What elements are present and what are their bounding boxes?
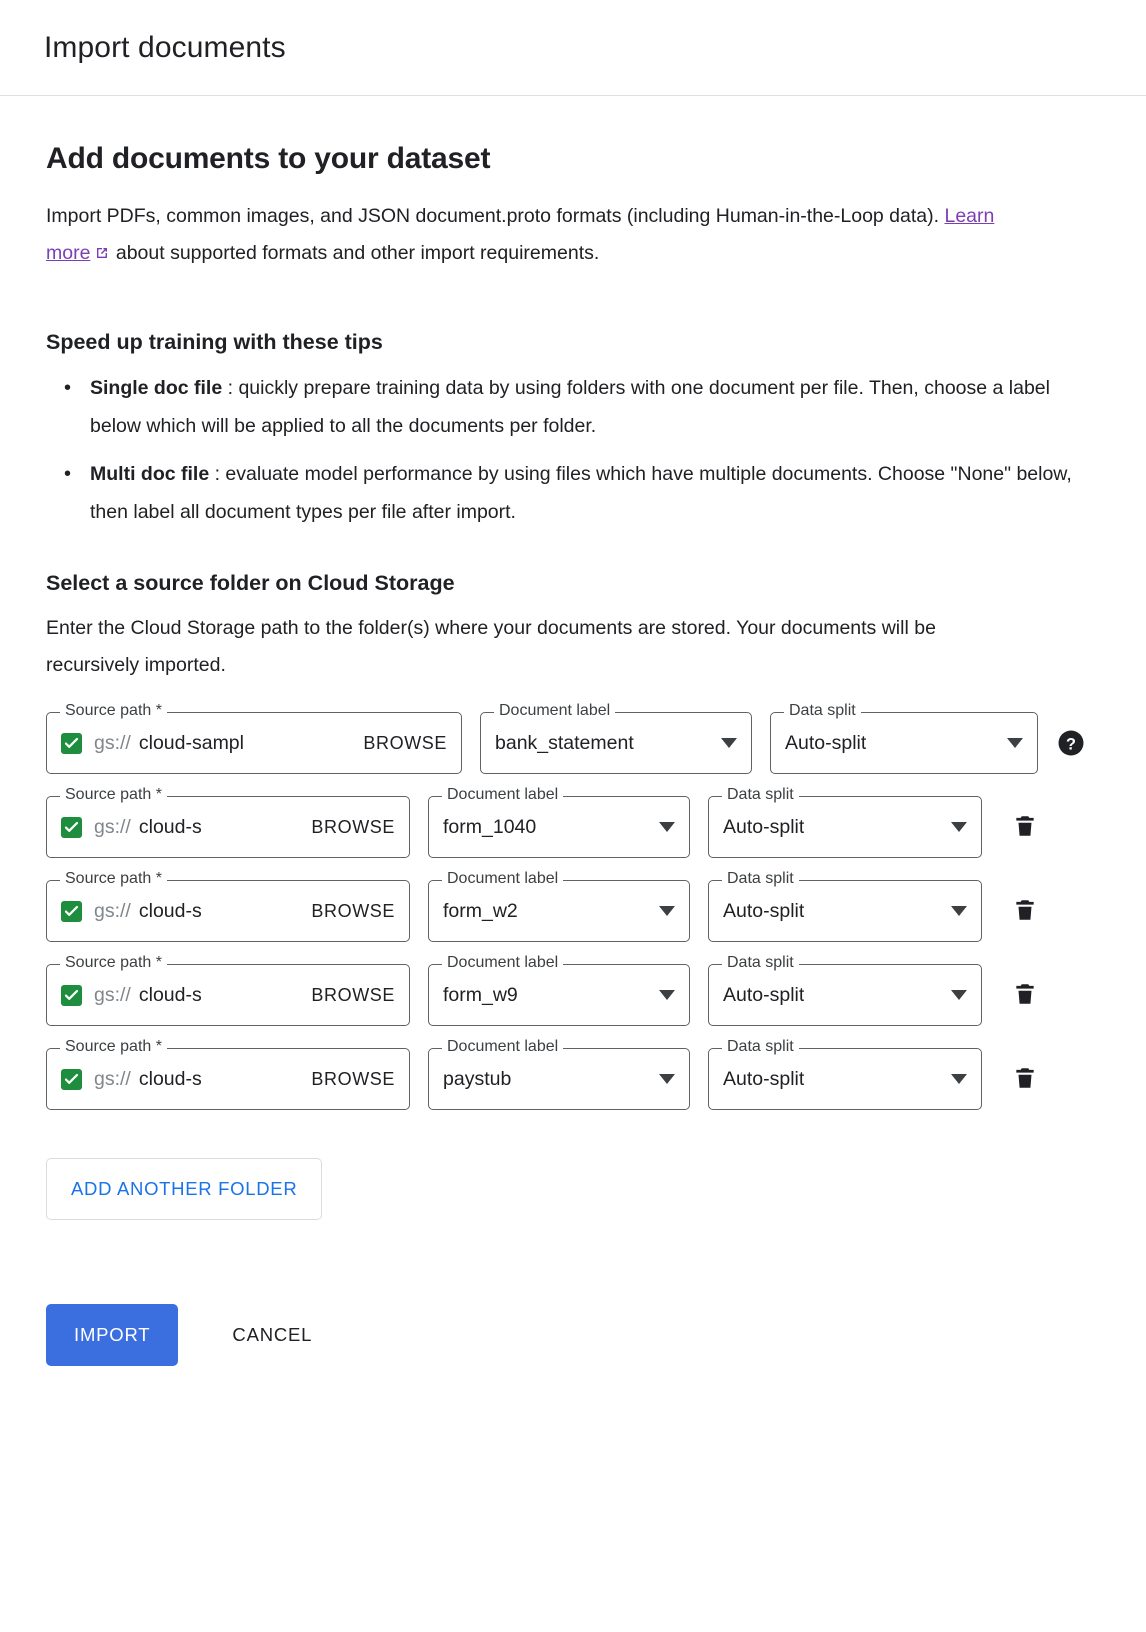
document-label-legend: Document label (494, 702, 615, 720)
data-split-value: Auto-split (723, 1067, 805, 1090)
tip-text: : evaluate model performance by using files which have multiple documents. Choose "None" below, then label all document types per file after import. (90, 463, 1072, 523)
data-split-select[interactable] (708, 870, 982, 942)
cancel-button[interactable]: CANCEL (226, 1323, 318, 1347)
trash-icon (1012, 813, 1038, 842)
checkbox-checked-icon[interactable] (61, 985, 82, 1006)
chevron-down-icon[interactable] (951, 1074, 967, 1084)
source-path-legend: Source path * (60, 1038, 167, 1056)
chevron-down-icon[interactable] (951, 906, 967, 916)
trash-icon (1012, 1065, 1038, 1094)
document-label-legend: Document label (442, 786, 563, 804)
data-split-legend: Data split (784, 702, 861, 720)
source-path-field[interactable] (46, 786, 410, 858)
gs-prefix-label: gs:// (94, 1067, 131, 1090)
gs-prefix-label: gs:// (94, 815, 131, 838)
trash-icon (1012, 981, 1038, 1010)
document-label-legend: Document label (442, 954, 563, 972)
gs-prefix-label: gs:// (94, 899, 131, 922)
list-item (90, 369, 1080, 445)
data-split-value: Auto-split (723, 983, 805, 1006)
delete-row-button[interactable] (1008, 894, 1042, 928)
document-label-value: form_1040 (443, 815, 537, 838)
intro-text-after: about supported formats and other import requirements. (110, 242, 600, 264)
document-label-legend: Document label (442, 870, 563, 888)
data-split-value: Auto-split (723, 815, 805, 838)
browse-button[interactable]: BROWSE (301, 985, 395, 1006)
document-label-select[interactable] (428, 1038, 690, 1110)
document-label-value: form_w2 (443, 899, 518, 922)
svg-text:?: ? (1066, 735, 1076, 754)
browse-button[interactable]: BROWSE (353, 733, 447, 754)
chevron-down-icon[interactable] (951, 822, 967, 832)
document-label-select[interactable] (428, 786, 690, 858)
data-split-select[interactable] (708, 786, 982, 858)
folder-row (46, 870, 1100, 942)
delete-row-button[interactable] (1008, 810, 1042, 844)
source-path-legend: Source path * (60, 954, 167, 972)
tip-term: Single doc file (90, 377, 223, 399)
source-section-title: Select a source folder on Cloud Storage (46, 571, 455, 595)
source-section-description: Enter the Cloud Storage path to the folder(s) where your documents are stored. Your documents will be recursively imported. (46, 617, 936, 676)
source-path-input[interactable]: cloud-s (138, 899, 202, 922)
source-path-legend: Source path * (60, 786, 167, 804)
folder-row (46, 1038, 1100, 1110)
document-label-value: form_w9 (443, 983, 518, 1006)
source-path-field[interactable] (46, 954, 410, 1026)
tips-title: Speed up training with these tips (46, 330, 383, 354)
checkbox-checked-icon[interactable] (61, 817, 82, 838)
folder-row (46, 786, 1100, 858)
add-another-folder-button[interactable]: ADD ANOTHER FOLDER (46, 1158, 322, 1220)
source-path-input[interactable]: cloud-s (138, 983, 202, 1006)
chevron-down-icon[interactable] (659, 906, 675, 916)
tip-term: Multi doc file (90, 463, 210, 485)
source-path-field[interactable] (46, 702, 462, 774)
dialog-actions (46, 1304, 1100, 1426)
import-button[interactable]: IMPORT (46, 1304, 178, 1366)
source-path-field[interactable] (46, 1038, 410, 1110)
chevron-down-icon[interactable] (951, 990, 967, 1000)
trash-icon (1012, 897, 1038, 926)
folder-row (46, 954, 1100, 1026)
gs-prefix-label: gs:// (94, 983, 131, 1006)
source-path-field[interactable] (46, 870, 410, 942)
document-label-value: bank_statement (495, 731, 634, 754)
dialog-header (0, 0, 1146, 96)
intro-paragraph (46, 198, 1031, 274)
source-path-input[interactable]: cloud-s (138, 815, 202, 838)
learn-more-link[interactable]: Learn more (46, 205, 995, 264)
tip-text: : quickly prepare training data by using folders with one document per file. Then, choose a label below which will be applied to all the documents per folder. (90, 377, 1050, 437)
checkbox-checked-icon[interactable] (61, 733, 82, 754)
data-split-select[interactable] (708, 1038, 982, 1110)
folder-row (46, 702, 1100, 774)
source-path-input[interactable]: cloud-s (138, 1067, 202, 1090)
data-split-value: Auto-split (785, 731, 867, 754)
gs-prefix-label: gs:// (94, 731, 131, 754)
data-split-select[interactable] (770, 702, 1038, 774)
tips-list (46, 369, 1100, 531)
section-title: Add documents to your dataset (46, 142, 491, 175)
source-path-legend: Source path * (60, 702, 167, 720)
help-icon[interactable] (1056, 728, 1086, 758)
document-label-select[interactable] (428, 870, 690, 942)
chevron-down-icon[interactable] (659, 990, 675, 1000)
checkbox-checked-icon[interactable] (61, 1069, 82, 1090)
data-split-select[interactable] (708, 954, 982, 1026)
document-label-legend: Document label (442, 1038, 563, 1056)
data-split-legend: Data split (722, 954, 799, 972)
chevron-down-icon[interactable] (659, 1074, 675, 1084)
data-split-legend: Data split (722, 786, 799, 804)
browse-button[interactable]: BROWSE (301, 817, 395, 838)
data-split-legend: Data split (722, 1038, 799, 1056)
dialog-content (0, 96, 1146, 1426)
delete-row-button[interactable] (1008, 978, 1042, 1012)
page-title: Import documents (44, 30, 286, 64)
document-label-select[interactable] (480, 702, 752, 774)
checkbox-checked-icon[interactable] (61, 901, 82, 922)
intro-text-before: Import PDFs, common images, and JSON document.proto formats (including Human-in-the-Loop data). (46, 205, 945, 227)
source-path-input[interactable]: cloud-sampl (138, 731, 244, 754)
document-label-select[interactable] (428, 954, 690, 1026)
chevron-down-icon[interactable] (659, 822, 675, 832)
delete-row-button[interactable] (1008, 1062, 1042, 1096)
data-split-legend: Data split (722, 870, 799, 888)
external-link-icon (94, 237, 110, 274)
browse-button[interactable]: BROWSE (301, 901, 395, 922)
source-path-legend: Source path * (60, 870, 167, 888)
list-item (90, 455, 1080, 531)
chevron-down-icon[interactable] (1007, 738, 1023, 748)
document-label-value: paystub (443, 1067, 512, 1090)
chevron-down-icon[interactable] (721, 738, 737, 748)
data-split-value: Auto-split (723, 899, 805, 922)
browse-button[interactable]: BROWSE (301, 1069, 395, 1090)
